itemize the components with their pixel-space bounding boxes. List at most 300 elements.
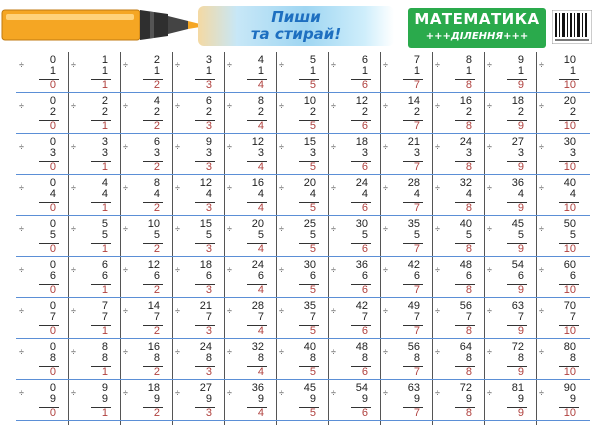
dividend: 20 [251,218,264,230]
division-sign: ÷ [175,347,180,357]
division-sign: ÷ [227,183,232,193]
division-sign: ÷ [435,347,440,357]
divisor: 1 [49,65,56,77]
division-cell [380,257,432,298]
quotient: 7 [413,243,420,255]
divisor: 5 [517,229,524,241]
dividend: 60 [563,259,576,271]
division-cell [172,298,224,339]
division-cell [328,134,380,175]
dividend: 15 [303,136,316,148]
quotient: 2 [153,407,160,419]
dividend: 45 [303,382,316,394]
divisor: 7 [153,311,160,323]
divisor: 6 [517,270,524,282]
dividend: 16 [251,177,264,189]
divisor: 5 [205,229,212,241]
quotient: 0 [49,161,56,173]
quotient: 10 [563,202,576,214]
division-sign: ÷ [331,142,336,152]
division-cell [276,298,328,339]
dividend: 20 [303,177,316,189]
division-sign: ÷ [71,388,76,398]
dividend: 63 [511,300,524,312]
dividend: 32 [459,177,472,189]
divisor: 7 [257,311,264,323]
division-sign: ÷ [227,265,232,275]
division-sign: ÷ [331,347,336,357]
division-cell [432,134,484,175]
division-sign: ÷ [539,347,544,357]
divisor: 1 [569,65,576,77]
divisor: 3 [205,147,212,159]
division-cell [16,216,68,257]
divisor: 8 [101,352,108,364]
dividend: 6 [205,95,212,107]
quotient: 6 [361,366,368,378]
dividend: 4 [153,95,160,107]
quotient: 6 [361,407,368,419]
division-sign: ÷ [279,60,284,70]
quotient: 3 [205,161,212,173]
division-sign: ÷ [123,101,128,111]
quotient: 10 [563,366,576,378]
division-cell [432,380,484,421]
division-sign: ÷ [487,101,492,111]
title-banner [198,6,394,46]
divisor: 5 [465,229,472,241]
dividend: 81 [511,382,524,394]
division-cell [68,93,120,134]
divisor: 8 [465,352,472,364]
dividend: 7 [101,300,108,312]
division-cell [328,175,380,216]
dividend: 6 [153,136,160,148]
dividend: 8 [465,54,472,66]
division-sign: ÷ [279,101,284,111]
dividend: 12 [251,136,264,148]
quotient: 4 [257,284,264,296]
dividend: 28 [251,300,264,312]
dividend: 35 [407,218,420,230]
dividend: 40 [563,177,576,189]
division-sign: ÷ [539,224,544,234]
quotient: 4 [257,407,264,419]
divisor: 3 [413,147,420,159]
divisor: 9 [465,393,472,405]
division-sign: ÷ [487,142,492,152]
quotient: 8 [465,325,472,337]
division-sign: ÷ [383,265,388,275]
division-sign: ÷ [383,347,388,357]
divisor: 8 [257,352,264,364]
divisor: 3 [257,147,264,159]
quotient: 8 [465,120,472,132]
quotient: 8 [465,284,472,296]
division-cell [120,52,172,93]
quotient: 0 [49,284,56,296]
division-sign: ÷ [123,224,128,234]
division-cell [276,134,328,175]
division-cell [276,257,328,298]
dividend: 54 [511,259,524,271]
division-sign: ÷ [19,183,24,193]
dividend: 18 [511,95,524,107]
dividend: 2 [101,95,108,107]
division-cell [224,52,276,93]
dividend: 3 [205,54,212,66]
division-sign: ÷ [19,388,24,398]
division-cell [328,93,380,134]
quotient: 7 [413,407,420,419]
quotient: 5 [309,202,316,214]
divisor: 2 [569,106,576,118]
divisor: 6 [49,270,56,282]
divisor: 8 [517,352,524,364]
quotient: 6 [361,202,368,214]
quotient: 1 [101,243,108,255]
division-table [16,52,590,425]
divisor: 7 [101,311,108,323]
divisor: 3 [569,147,576,159]
divisor: 3 [101,147,108,159]
divisor: 6 [309,270,316,282]
divisor: 9 [361,393,368,405]
divisor: 7 [517,311,524,323]
division-cell [68,380,120,421]
quotient: 5 [309,161,316,173]
quotient: 9 [517,120,524,132]
division-sign: ÷ [331,306,336,316]
division-sign: ÷ [175,265,180,275]
dividend: 9 [517,54,524,66]
division-cell [380,380,432,421]
quotient: 1 [101,366,108,378]
division-cell [328,257,380,298]
division-cell [380,93,432,134]
divisor: 5 [257,229,264,241]
divisor: 2 [205,106,212,118]
divisor: 3 [361,147,368,159]
division-sign: ÷ [71,60,76,70]
dividend: 36 [511,177,524,189]
quotient: 8 [465,161,472,173]
divisor: 9 [309,393,316,405]
divisor: 9 [153,393,160,405]
divisor: 7 [361,311,368,323]
division-sign: ÷ [383,142,388,152]
division-sign: ÷ [227,60,232,70]
quotient: 0 [49,120,56,132]
divisor: 9 [205,393,212,405]
dividend: 5 [101,218,108,230]
title-line-1: Пиши [271,8,321,26]
division-sign: ÷ [19,306,24,316]
division-sign: ÷ [279,224,284,234]
dividend: 18 [199,259,212,271]
division-cell [68,216,120,257]
dividend: 14 [147,300,160,312]
dividend: 10 [303,95,316,107]
dividend: 0 [49,218,56,230]
division-cell [120,380,172,421]
divisor: 5 [569,229,576,241]
quotient: 1 [101,120,108,132]
quotient: 5 [309,243,316,255]
division-sign: ÷ [331,60,336,70]
divisor: 3 [465,147,472,159]
division-sign: ÷ [331,388,336,398]
dividend: 27 [199,382,212,394]
divisor: 9 [257,393,264,405]
dividend: 24 [355,177,368,189]
division-sign: ÷ [71,306,76,316]
divisor: 4 [413,188,420,200]
division-sign: ÷ [71,265,76,275]
division-sign: ÷ [19,265,24,275]
division-sign: ÷ [487,306,492,316]
division-sign: ÷ [331,101,336,111]
division-cell [380,216,432,257]
quotient: 9 [517,366,524,378]
quotient: 10 [563,79,576,91]
dividend: 4 [257,54,264,66]
division-sign: ÷ [383,306,388,316]
division-sign: ÷ [383,183,388,193]
dividend: 80 [563,341,576,353]
divisor: 8 [569,352,576,364]
quotient: 3 [205,243,212,255]
division-sign: ÷ [383,388,388,398]
division-cell [16,134,68,175]
division-sign: ÷ [435,101,440,111]
quotient: 3 [205,202,212,214]
divisor: 6 [361,270,368,282]
quotient: 10 [563,407,576,419]
division-sign: ÷ [435,142,440,152]
division-cell [224,380,276,421]
dividend: 72 [459,382,472,394]
division-sign: ÷ [539,101,544,111]
division-cell [172,339,224,380]
divisor: 1 [465,65,472,77]
division-sign: ÷ [539,142,544,152]
dividend: 48 [459,259,472,271]
divisor: 1 [205,65,212,77]
division-cell [536,52,588,93]
division-sign: ÷ [175,224,180,234]
division-sign: ÷ [123,142,128,152]
quotient: 9 [517,407,524,419]
division-cell [120,257,172,298]
division-cell [328,380,380,421]
divisor: 8 [153,352,160,364]
quotient: 0 [49,202,56,214]
quotient: 8 [465,366,472,378]
divisor: 8 [49,352,56,364]
subject-subtitle: +++ДІЛЕННЯ+++ [425,31,529,42]
quotient: 4 [257,325,264,337]
dividend: 90 [563,382,576,394]
division-cell [120,134,172,175]
dividend: 16 [459,95,472,107]
division-sign: ÷ [487,347,492,357]
division-sign: ÷ [279,142,284,152]
divisor: 9 [413,393,420,405]
quotient: 7 [413,120,420,132]
divisor: 6 [101,270,108,282]
division-cell [380,175,432,216]
division-cell [224,257,276,298]
quotient: 9 [517,243,524,255]
divisor: 1 [413,65,420,77]
quotient: 6 [361,243,368,255]
dividend: 21 [199,300,212,312]
dividend: 40 [303,341,316,353]
quotient: 2 [153,202,160,214]
division-cell [16,380,68,421]
division-cell [172,380,224,421]
quotient: 7 [413,366,420,378]
divisor: 3 [309,147,316,159]
quotient: 1 [101,284,108,296]
quotient: 4 [257,202,264,214]
quotient: 9 [517,161,524,173]
division-cell [432,93,484,134]
quotient: 10 [563,284,576,296]
division-sign: ÷ [279,306,284,316]
divisor: 7 [49,311,56,323]
divisor: 6 [153,270,160,282]
quotient: 1 [101,161,108,173]
division-sign: ÷ [487,60,492,70]
dividend: 0 [49,177,56,189]
division-cell [432,52,484,93]
dividend: 36 [355,259,368,271]
divisor: 1 [257,65,264,77]
quotient: 2 [153,120,160,132]
division-sign: ÷ [383,224,388,234]
divisor: 8 [413,352,420,364]
division-sign: ÷ [71,347,76,357]
division-cell [432,257,484,298]
dividend: 36 [251,382,264,394]
quotient: 4 [257,120,264,132]
quotient: 6 [361,284,368,296]
divisor: 2 [49,106,56,118]
division-cell [484,257,536,298]
dividend: 9 [101,382,108,394]
divisor: 7 [465,311,472,323]
division-cell [276,380,328,421]
dividend: 0 [49,382,56,394]
divisor: 2 [101,106,108,118]
dividend: 16 [147,341,160,353]
division-cell [484,175,536,216]
divisor: 3 [49,147,56,159]
division-cell [432,175,484,216]
division-cell [276,339,328,380]
dividend: 72 [511,341,524,353]
division-sign: ÷ [539,306,544,316]
division-cell [484,52,536,93]
quotient: 10 [563,243,576,255]
division-sign: ÷ [227,224,232,234]
division-cell [16,257,68,298]
dividend: 20 [563,95,576,107]
dividend: 3 [101,136,108,148]
divisor: 7 [569,311,576,323]
quotient: 6 [361,120,368,132]
quotient: 2 [153,161,160,173]
division-sign: ÷ [71,142,76,152]
dividend: 30 [303,259,316,271]
division-cell [68,134,120,175]
dividend: 70 [563,300,576,312]
dividend: 45 [511,218,524,230]
quotient: 3 [205,325,212,337]
division-cell [16,339,68,380]
dividend: 42 [407,259,420,271]
divisor: 2 [517,106,524,118]
dividend: 24 [459,136,472,148]
division-sign: ÷ [123,347,128,357]
division-sign: ÷ [435,60,440,70]
division-cell [536,175,588,216]
division-cell [276,52,328,93]
division-cell [120,175,172,216]
dividend: 6 [101,259,108,271]
quotient: 2 [153,325,160,337]
divisor: 4 [205,188,212,200]
division-sign: ÷ [435,224,440,234]
dividend: 18 [355,136,368,148]
dividend: 8 [101,341,108,353]
divisor: 1 [309,65,316,77]
division-sign: ÷ [487,224,492,234]
division-sign: ÷ [435,388,440,398]
division-sign: ÷ [175,101,180,111]
divisor: 7 [309,311,316,323]
divisor: 5 [309,229,316,241]
quotient: 5 [309,407,316,419]
quotient: 5 [309,120,316,132]
dividend: 0 [49,54,56,66]
division-cell [172,175,224,216]
division-sign: ÷ [71,183,76,193]
quotient: 3 [205,366,212,378]
dividend: 8 [257,95,264,107]
divisor: 2 [257,106,264,118]
division-cell [172,52,224,93]
divisor: 1 [153,65,160,77]
divisor: 1 [517,65,524,77]
division-cell [16,93,68,134]
division-cell [276,93,328,134]
quotient: 5 [309,366,316,378]
divisor: 5 [153,229,160,241]
division-sign: ÷ [227,142,232,152]
quotient: 3 [205,79,212,91]
quotient: 8 [465,79,472,91]
quotient: 6 [361,161,368,173]
dividend: 0 [49,341,56,353]
dividend: 2 [153,54,160,66]
division-sign: ÷ [19,347,24,357]
quotient: 9 [517,79,524,91]
division-cell [484,298,536,339]
quotient: 4 [257,243,264,255]
